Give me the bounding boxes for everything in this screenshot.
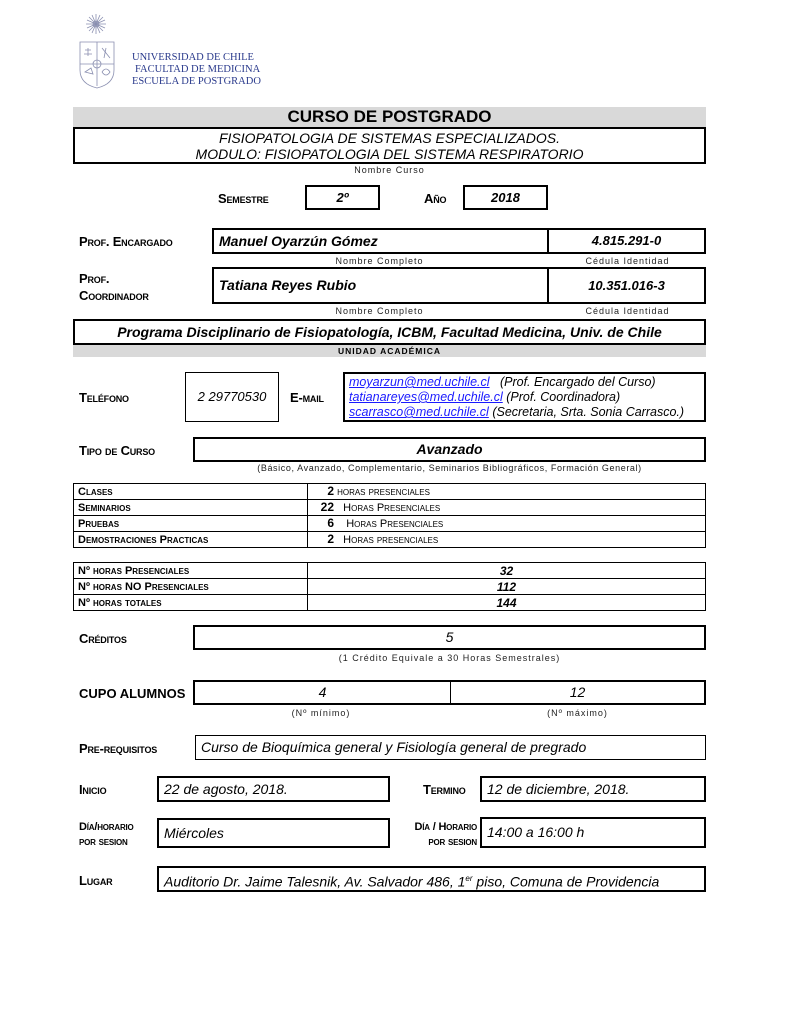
table-row [74,484,706,500]
course-type-label: Tipo de Curso [79,443,155,458]
total-value: 112 [308,579,706,595]
cupo-max: 12 [569,684,586,700]
hours-value: 22 [320,500,334,514]
total-label: Nº horas NO Presenciales [74,579,308,595]
prof-encargado-field [212,228,706,254]
hours-label: Demostraciones Practicas [74,532,308,548]
prof-coordinador-field [212,267,706,304]
email-link-coordinadora[interactable]: tatianareyes@med.uchile.cl [349,390,503,404]
email-list [343,372,706,422]
email-note: (Prof. Coordinadora) [506,390,621,404]
email-label: E-mail [290,390,324,405]
course-type-field: Avanzado [193,437,706,462]
phone-label: Teléfono [79,390,129,405]
cupo-min: 4 [195,682,451,703]
table-row [74,500,706,516]
phone-field: 2 29770530 [185,372,279,422]
semester-field: 2º [305,185,380,210]
hours-label: Seminarios [74,500,308,516]
email-item [349,390,704,405]
table-row [74,516,706,532]
faculty-name: FACULTAD DE MEDICINA [135,64,261,75]
table-row [74,563,706,579]
course-name-line-1: FISIOPATOLOGIA DE SISTEMAS ESPECIALIZADOS. [218,130,560,146]
email-link-encargado[interactable]: moyarzun@med.uchile.cl [349,375,490,389]
total-label: Nº horas Presenciales [74,563,308,579]
table-row [74,532,706,548]
prof-coordinador-id: 10.351.016-3 [588,278,665,293]
day-field: Miércoles [157,818,390,848]
prof-coordinador-id-caption: Cédula Identidad [585,306,670,316]
prof-encargado-id: 4.815.291-0 [591,233,662,248]
prof-coordinador-label-line-2: Coordinador [79,288,149,303]
hours-unit: Horas Presenciales [343,502,441,514]
institution-name [132,52,261,88]
cupo-field [193,680,706,705]
location-text-end: piso, Comuna de Providencia [472,873,660,890]
academic-unit-caption: UNIDAD ACADÉMICA [73,345,706,357]
credits-label: Créditos [79,631,127,646]
total-value: 144 [308,595,706,611]
university-name: UNIVERSIDAD DE CHILE [132,52,254,63]
location-text: Auditorio Dr. Jaime Talesnik, Av. Salvador 486, 1 [164,873,466,890]
table-row [74,579,706,595]
location-field [157,866,706,892]
prof-coordinador-name-caption: Nombre Completo [335,306,424,316]
hours-value: 2 [327,484,334,498]
hours-unit: horas presenciales [337,486,430,498]
schedule-label-line-1: Día / Horario [414,821,477,833]
hours-unit: Horas presenciales [343,534,439,546]
totals-table [73,562,706,611]
hours-value-cell [308,532,706,548]
email-note: (Prof. Encargado del Curso) [499,375,656,389]
hours-label: Clases [74,484,308,500]
start-date-field: 22 de agosto, 2018. [157,776,390,802]
hours-value-cell [308,484,706,500]
hours-table [73,483,706,548]
schedule-label-line-2: por sesion [428,836,477,848]
table-row [74,595,706,611]
hours-value: 6 [327,516,334,530]
end-date-label: Termino [423,782,466,797]
credits-field: 5 [193,625,706,650]
course-type-caption: (Básico, Avanzado, Complementario, Seminarios Bibliográficos, Formación General) [257,463,642,473]
year-field: 2018 [463,185,548,210]
total-value: 32 [308,563,706,579]
cupo-min-caption: (Nº mínimo) [291,708,351,718]
email-note: (Secretaria, Srta. Sonia Carrasco.) [492,405,685,419]
day-label-line-2: por sesion [79,836,128,848]
prof-encargado-name: Manuel Oyarzún Gómez [214,230,549,252]
prerequisites-field: Curso de Bioquímica general y Fisiología general de pregrado [195,735,706,760]
start-date-label: Inicio [79,782,107,797]
university-crest-icon [78,12,130,90]
hours-label: Pruebas [74,516,308,532]
hours-value-cell [308,500,706,516]
course-name-caption: Nombre Curso [354,165,425,175]
prof-encargado-name-caption: Nombre Completo [335,256,424,266]
prerequisites-label: Pre-requisitos [79,741,158,756]
cupo-label: CUPO ALUMNOS [79,686,186,701]
schedule-label [395,820,477,850]
prof-coordinador-label [79,270,149,304]
end-date-field: 12 de diciembre, 2018. [480,776,706,802]
hours-value-cell [308,516,706,532]
day-label-line-1: Día/horario [79,821,134,833]
email-item [349,405,704,420]
prof-encargado-id-caption: Cédula Identidad [585,256,670,266]
total-label: Nº horas totales [74,595,308,611]
course-name-field [73,127,706,164]
school-name: ESCUELA DE POSTGRADO [132,76,261,87]
prof-encargado-label: Prof. Encargado [79,234,173,249]
cupo-max-caption: (Nº máximo) [547,708,608,718]
email-link-secretaria[interactable]: scarrasco@med.uchile.cl [349,405,489,419]
academic-unit-field: Programa Disciplinario de Fisiopatología, ICBM, Facultad Medicina, Univ. de Chile [73,319,706,345]
hours-unit: Horas Presenciales [346,518,444,530]
prof-coordinador-name: Tatiana Reyes Rubio [214,269,549,302]
document-title: CURSO DE POSTGRADO [73,107,706,127]
course-name-line-2: MODULO: FISIOPATOLOGIA DEL SISTEMA RESPIRATORIO [195,146,584,162]
location-superscript: er [465,874,473,883]
credits-caption: (1 Crédito Equivale a 30 Horas Semestrales) [338,653,561,663]
schedule-field: 14:00 a 16:00 h [480,817,706,848]
semester-label: Semestre [218,191,269,206]
prof-coordinador-label-line-1: Prof. [79,271,110,286]
year-label: Año [424,191,447,206]
hours-value: 2 [327,532,334,546]
location-label: Lugar [79,873,113,888]
email-item [349,375,704,390]
day-label [79,820,134,850]
